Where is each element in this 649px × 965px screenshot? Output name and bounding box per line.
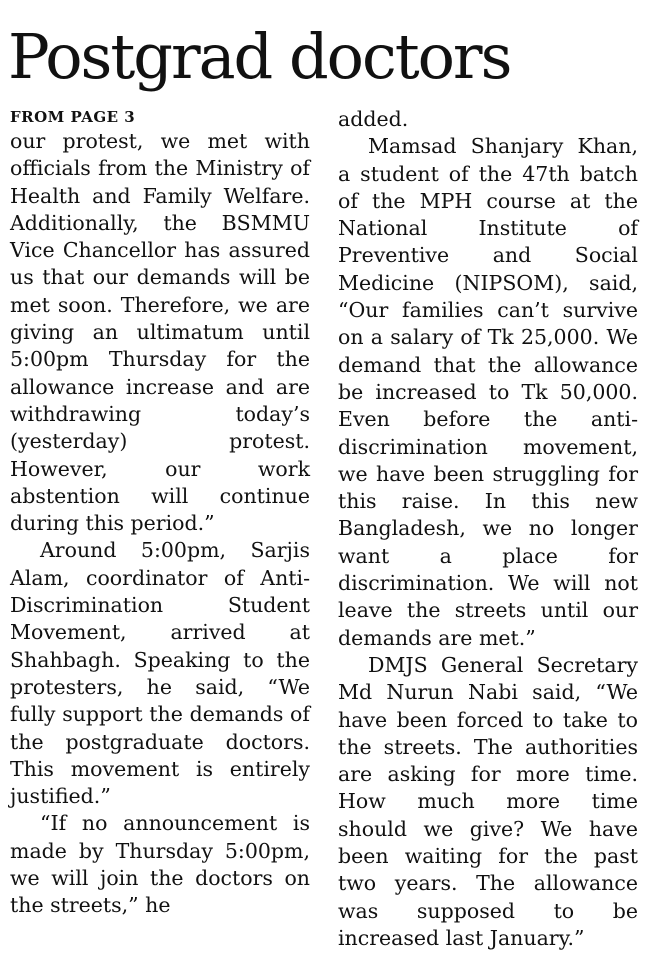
left-column [10, 106, 310, 920]
paragraph-continued: our protest, we met with officials from the Ministry of Health and Family Welfare. Additionally, the BSMMU Vice Chancellor has assured us that our demands will be met soon. Therefore, we are giving an ultimatum until 5:00pm Thursday for the allowance increase and are withdrawing today’s (yesterday) protest. However, our work abstention will continue during this period.” [10, 129, 310, 536]
paragraph-nurun-nabi: DMJS General Secretary Md Nurun Nabi said, “We have been forced to take to the streets. The authorities are asking for more time. How much more time should we give? We have been waiting for the past two years. The allowance was supposed to be increased last January.” [338, 652, 638, 950]
paragraph-mamsad-shanjary-khan: Mamsad Shanjary Khan, a student of the 47th batch of the MPH course at the National Institute of Preventive and Social Medicine (NIPSOM), said, “Our families can’t survive on a salary of Tk 25,000. We demand that the allowance be increased to Tk 50,000. Even before the anti-discrimination movement, we have been struggling for this raise. In this new Bangladesh, we no longer want a place for discrimination. We will not leave the streets until our demands are met.” [338, 134, 638, 650]
jump-label: FROM PAGE 3 [10, 108, 136, 126]
paragraph-quote-announcement: “If no announcement is made by Thursday 5:00pm, we will join the doctors on the streets,” he [10, 811, 310, 918]
paragraph-sarjis-alam: Around 5:00pm, Sarjis Alam, coordinator of Anti-Discrimination Student Movement, arrived at Shahbagh. Speaking to the protesters, he said, “We fully support the demands of the postgraduate doctors. This movement is entirely justified.” [10, 538, 310, 809]
headline: Postgrad doctors [8, 20, 511, 93]
right-column [338, 106, 638, 952]
paragraph-added: added. [338, 107, 409, 131]
